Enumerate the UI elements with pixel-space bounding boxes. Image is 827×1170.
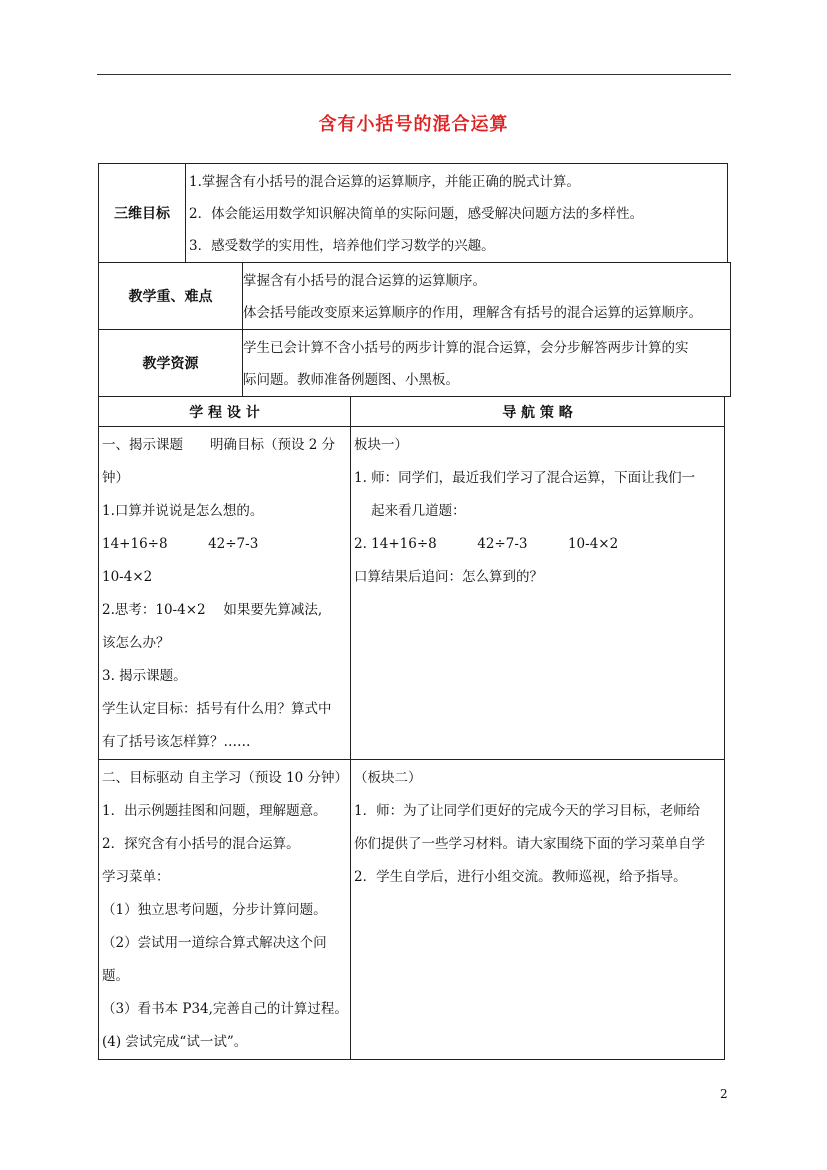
resources-line: 际问题。教师准备例题图、小黑板。 <box>243 372 459 388</box>
text-line: （板块二） <box>354 770 422 786</box>
page-title: 含有小括号的混合运算 <box>318 114 509 135</box>
text-line: 1.口算并说说是怎么想的。 <box>102 503 264 519</box>
text-line: 1. 师：同学们，最近我们学习了混合运算，下面让我们一 <box>354 470 696 486</box>
header-guidance-strategy: 导 航 策 略 <box>351 397 725 427</box>
focus-line: 体会括号能改变原来运算顺序的作用，理解含有括号的混合运算的运算顺序。 <box>243 305 702 321</box>
text-line: （2）尝试用一道综合算式解决这个问 <box>102 935 327 951</box>
section2-learning <box>99 760 351 1060</box>
resources-content <box>243 330 731 397</box>
objectives-label: 三维目标 <box>99 164 186 263</box>
text-line: 钟） <box>102 470 129 486</box>
text-line: 3. 揭示课题。 <box>102 668 187 684</box>
text-line: 14+16÷8 42÷7-3 <box>102 536 259 552</box>
focus-line: 掌握含有小括号的混合运算的运算顺序。 <box>243 273 486 289</box>
section1-learning <box>99 427 351 760</box>
text-line: 口算结果后追问：怎么算到的？ <box>354 569 543 585</box>
text-line: 10-4×2 <box>102 569 153 585</box>
header-learning-design: 学 程 设 计 <box>99 397 351 427</box>
text-line: 2.思考：10-4×2 如果要先算减法, <box>102 602 323 618</box>
text-line: 2．学生自学后，进行小组交流。教师巡视，给予指导。 <box>354 869 687 885</box>
objectives-table <box>98 163 728 263</box>
text-line: 有了括号该怎样算？…… <box>102 734 251 750</box>
text-line: （1）独立思考问题，分步计算问题。 <box>102 902 327 918</box>
page-number: 2 <box>720 1087 728 1101</box>
text-line: 该怎么办？ <box>102 635 170 651</box>
objective-line: 1.掌握含有小括号的混合运算的运算顺序，并能正确的脱式计算。 <box>189 174 580 190</box>
process-table <box>98 396 725 1060</box>
text-line: 学生认定目标：括号有什么用？算式中 <box>102 701 332 717</box>
section2-guidance <box>351 760 725 1060</box>
focus-content <box>243 263 731 330</box>
text-line: 一、揭示课题 明确目标（预设 2 分 <box>102 437 336 453</box>
focus-table <box>98 262 731 397</box>
text-line: 你们提供了一些学习材料。请大家围绕下面的学习菜单自学 <box>354 836 705 852</box>
resources-line: 学生已会计算不含小括号的两步计算的混合运算，会分步解答两步计算的实 <box>243 340 689 356</box>
text-line: 二、目标驱动 自主学习（预设 10 分钟） <box>102 770 349 786</box>
focus-label: 教学重、难点 <box>99 263 243 330</box>
text-line: 1．师：为了让同学们更好的完成今天的学习目标，老师给 <box>354 803 701 819</box>
objective-line: 2．体会能运用数学知识解决简单的实际问题，感受解决问题方法的多样性。 <box>189 206 644 222</box>
text-line: （3）看书本 P34,完善自己的计算过程。 <box>102 1001 348 1017</box>
text-line: 学习菜单： <box>102 869 170 885</box>
section1-guidance <box>351 427 725 760</box>
text-line: 起来看几道题： <box>354 503 466 519</box>
objective-line: 3．感受数学的实用性，培养他们学习数学的兴趣。 <box>189 238 495 254</box>
text-line: (4) 尝试完成“试一试”。 <box>102 1034 248 1050</box>
header-rule <box>97 74 731 75</box>
text-line: 2. 14+16÷8 42÷7-3 10-4×2 <box>354 536 619 552</box>
text-line: 2．探究含有小括号的混合运算。 <box>102 836 300 852</box>
resources-label: 教学资源 <box>99 330 243 397</box>
objectives-content <box>186 164 728 263</box>
text-line: 题。 <box>102 968 129 984</box>
text-line: 板块一） <box>354 437 408 453</box>
text-line: 1．出示例题挂图和问题，理解题意。 <box>102 803 327 819</box>
